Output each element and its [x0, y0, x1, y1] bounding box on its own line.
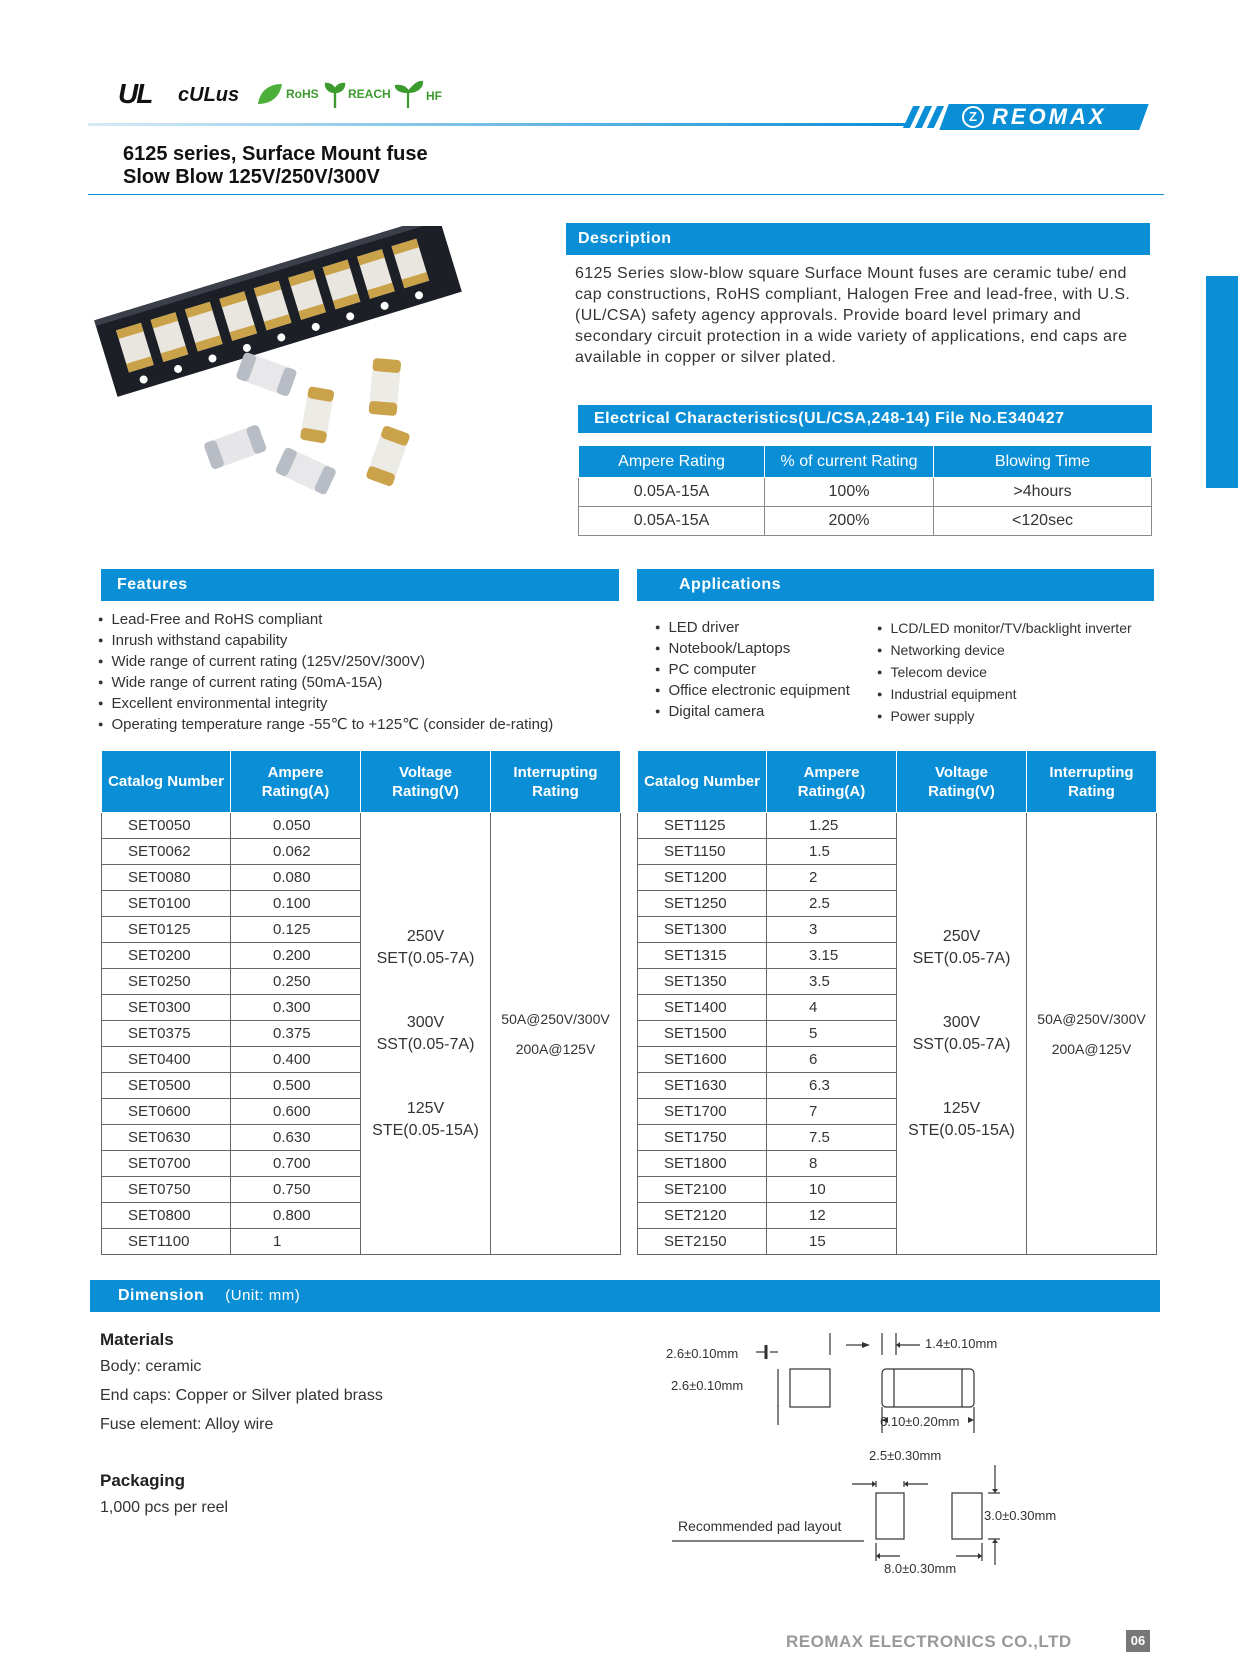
cell-time: <120sec: [934, 507, 1152, 536]
cell-catalog: SET1315: [638, 943, 767, 969]
spec-table-left: [101, 750, 621, 1255]
page-number: 06: [1126, 1630, 1150, 1652]
list-item: ● Notebook/Laptops: [655, 639, 875, 660]
dim-height-2: 2.6±0.10mm: [671, 1378, 744, 1393]
cell-ampere: 8: [767, 1151, 897, 1177]
col-interrupting: Interrupting Rating: [491, 751, 621, 813]
cell-catalog: SET0750: [102, 1177, 231, 1203]
cell-ampere: 6: [767, 1047, 897, 1073]
cell-interrupting-rating: [491, 813, 621, 1255]
dim-pad-width: 2.5±0.30mm: [869, 1448, 942, 1463]
dim-pad-span: 8.0±0.30mm: [884, 1561, 957, 1576]
cell-catalog: SET1250: [638, 891, 767, 917]
brand-mark-icon: Z: [962, 106, 984, 128]
cell-catalog: SET0600: [102, 1099, 231, 1125]
header-rule: [88, 123, 908, 126]
voltage-v125-code: STE(0.05-15A): [372, 1121, 479, 1139]
voltage-v125: 125V: [942, 1099, 981, 1117]
cell-ampere: 1: [231, 1229, 361, 1255]
material-caps: End caps: Copper or Silver plated brass: [100, 1387, 383, 1404]
product-photo: [88, 226, 468, 526]
cell-catalog: SET1300: [638, 917, 767, 943]
cell-catalog: SET0500: [102, 1073, 231, 1099]
dimension-heading: Dimension (Unit: mm): [90, 1280, 1160, 1312]
cell-time: >4hours: [934, 478, 1152, 507]
list-item: ● Industrial equipment: [877, 684, 1167, 706]
list-item: ● LED driver: [655, 618, 875, 639]
cell-catalog: SET1700: [638, 1099, 767, 1125]
table-row: [638, 813, 1157, 839]
cell-ampere: 4: [767, 995, 897, 1021]
voltage-v300-code: SST(0.05-7A): [912, 1035, 1011, 1053]
cell-ampere: 0.400: [231, 1047, 361, 1073]
cell-catalog: SET1630: [638, 1073, 767, 1099]
packaging-text: 1,000 pcs per reel: [100, 1499, 229, 1516]
page-title: [123, 143, 428, 189]
list-item: ● Excellent environmental integrity: [98, 694, 618, 715]
list-item: ● Wide range of current rating (125V/250V/300V): [98, 652, 618, 673]
cell-ampere: 0.750: [231, 1177, 361, 1203]
plant-icon: [324, 80, 346, 108]
cell-catalog: SET0400: [102, 1047, 231, 1073]
cell-catalog: SET1500: [638, 1021, 767, 1047]
cell-catalog: SET0062: [102, 839, 231, 865]
cell-ampere: 0.250: [231, 969, 361, 995]
col-voltage: Voltage Rating(V): [361, 751, 491, 813]
cell-ampere: 3: [767, 917, 897, 943]
title-line-2: Slow Blow 125V/250V/300V: [123, 166, 380, 188]
col-blowing-time: Blowing Time: [934, 446, 1152, 478]
list-item: ● Inrush withstand capability: [98, 631, 618, 652]
dim-height-1: 2.6±0.10mm: [666, 1346, 739, 1361]
cell-ampere: 1.25: [767, 813, 897, 839]
cell-catalog: SET1200: [638, 865, 767, 891]
voltage-v300: 300V: [406, 1013, 445, 1031]
cell-catalog: SET0100: [102, 891, 231, 917]
spec-table-right: [637, 750, 1157, 1255]
voltage-v125: 125V: [406, 1099, 445, 1117]
pad-layout-caption: Recommended pad layout: [678, 1518, 842, 1534]
electrical-heading: Electrical Characteristics(UL/CSA,248-14) File No.E340427: [578, 405, 1152, 433]
applications-list-2: [877, 618, 1167, 728]
cell-catalog: SET1125: [638, 813, 767, 839]
certification-logos: [118, 78, 458, 112]
cell-catalog: SET0125: [102, 917, 231, 943]
rohs-mark: RoHS: [286, 87, 319, 101]
description-text: 6125 Series slow-blow square Surface Mount fuses are ceramic tube/ end cap constructions, RoHS compliant, Halogen Free and lead-free, with U.S. (UL/CSA) safety agency approvals. Provide board level primary and secondary circuit protection in a wide variety of applications, end caps are available in copper or silver plated.: [575, 265, 1131, 366]
cell-catalog: SET1350: [638, 969, 767, 995]
cell-ampere: 0.05A-15A: [579, 507, 765, 536]
col-ampere: Ampere Rating(A): [231, 751, 361, 813]
sprout-icon: [394, 80, 424, 110]
cell-catalog: SET1150: [638, 839, 767, 865]
cell-ampere: 1.5: [767, 839, 897, 865]
col-ampere-rating: Ampere Rating: [579, 446, 765, 478]
hf-mark: HF: [426, 89, 442, 103]
brand-name: REOMAX: [992, 104, 1107, 129]
description-heading: Description: [566, 223, 1150, 255]
cell-ampere: 0.05A-15A: [579, 478, 765, 507]
cell-ampere: 7: [767, 1099, 897, 1125]
voltage-v250-code: SET(0.05-7A): [376, 949, 475, 967]
dim-length: 6.10±0.20mm: [880, 1414, 960, 1429]
cell-catalog: SET0300: [102, 995, 231, 1021]
leaf-icon: [256, 82, 284, 106]
voltage-v300: 300V: [942, 1013, 981, 1031]
table-row: [102, 813, 621, 839]
cell-ampere: 0.700: [231, 1151, 361, 1177]
list-item: ● Office electronic equipment: [655, 681, 875, 702]
table-row: [579, 478, 1152, 507]
list-item: ● Telecom device: [877, 662, 1167, 684]
cell-ampere: 15: [767, 1229, 897, 1255]
cell-ampere: 6.3: [767, 1073, 897, 1099]
cell-catalog: SET1400: [638, 995, 767, 1021]
voltage-v300-code: SST(0.05-7A): [376, 1035, 475, 1053]
cell-ampere: 7.5: [767, 1125, 897, 1151]
list-item: ● Operating temperature range -55℃ to +125℃ (consider de-rating): [98, 715, 618, 736]
cell-ampere: 3.5: [767, 969, 897, 995]
list-item: ● Digital camera: [655, 702, 875, 723]
cell-ampere: 12: [767, 1203, 897, 1229]
title-line-1: 6125 series, Surface Mount fuse: [123, 143, 428, 165]
dim-pad-height: 3.0±0.30mm: [984, 1508, 1057, 1523]
col-voltage: Voltage Rating(V): [897, 751, 1027, 813]
cell-ampere: 0.300: [231, 995, 361, 1021]
interrupting-line1: 50A@250V/300V: [1037, 1010, 1146, 1027]
list-item: ● Networking device: [877, 640, 1167, 662]
materials-heading: Materials: [100, 1330, 174, 1349]
electrical-table: [578, 445, 1152, 536]
cell-ampere: 2: [767, 865, 897, 891]
cell-catalog: SET2120: [638, 1203, 767, 1229]
cell-ampere: 0.630: [231, 1125, 361, 1151]
table-row: [579, 507, 1152, 536]
col-interrupting: Interrupting Rating: [1027, 751, 1157, 813]
material-element: Fuse element: Alloy wire: [100, 1416, 274, 1433]
cell-ampere: 0.200: [231, 943, 361, 969]
cell-catalog: SET1750: [638, 1125, 767, 1151]
voltage-v250: 250V: [406, 927, 445, 945]
features-heading: Features: [101, 569, 619, 601]
title-rule: [88, 194, 1164, 195]
side-tab: [1206, 276, 1238, 488]
features-list: [98, 610, 618, 736]
voltage-v125-code: STE(0.05-15A): [908, 1121, 1015, 1139]
cell-ampere: 0.800: [231, 1203, 361, 1229]
applications-list-1: [655, 618, 875, 723]
packaging-heading: Packaging: [100, 1471, 186, 1490]
list-item: ● Wide range of current rating (50mA-15A): [98, 673, 618, 694]
cell-interrupting-rating: [1027, 813, 1157, 1255]
cell-catalog: SET1800: [638, 1151, 767, 1177]
cell-catalog: SET0630: [102, 1125, 231, 1151]
cell-ampere: 2.5: [767, 891, 897, 917]
dimension-unit: (Unit: mm): [225, 1287, 301, 1304]
cell-catalog: SET0700: [102, 1151, 231, 1177]
material-body: Body: ceramic: [100, 1358, 202, 1375]
cell-catalog: SET0375: [102, 1021, 231, 1047]
cell-catalog: SET0080: [102, 865, 231, 891]
cell-catalog: SET0800: [102, 1203, 231, 1229]
interrupting-line2: 200A@125V: [515, 1040, 596, 1057]
cell-catalog: SET2150: [638, 1229, 767, 1255]
list-item: ● Lead-Free and RoHS compliant: [98, 610, 618, 631]
list-item: ● LCD/LED monitor/TV/backlight inverter: [877, 618, 1167, 640]
cell-catalog: SET2100: [638, 1177, 767, 1203]
applications-heading: Applications: [637, 569, 1154, 601]
list-item: ● PC computer: [655, 660, 875, 681]
col-current-rating: % of current Rating: [765, 446, 934, 478]
materials-block: [100, 1328, 520, 1522]
culus-mark: cULus: [178, 84, 240, 106]
list-item: ● Power supply: [877, 706, 1167, 728]
cell-percent: 200%: [765, 507, 934, 536]
voltage-v250-code: SET(0.05-7A): [912, 949, 1011, 967]
cell-catalog: SET1100: [102, 1229, 231, 1255]
ul-mark: UL: [118, 78, 152, 109]
cell-ampere: 0.080: [231, 865, 361, 891]
cell-ampere: 0.600: [231, 1099, 361, 1125]
cell-ampere: 0.062: [231, 839, 361, 865]
col-catalog: Catalog Number: [102, 751, 231, 813]
reach-mark: REACH: [348, 87, 391, 101]
cell-ampere: 0.100: [231, 891, 361, 917]
cell-ampere: 0.125: [231, 917, 361, 943]
cell-ampere: 0.375: [231, 1021, 361, 1047]
dim-cap: 1.4±0.10mm: [925, 1336, 998, 1351]
footer-company: REOMAX ELECTRONICS CO.,LTD: [786, 1632, 1072, 1651]
cell-ampere: 0.050: [231, 813, 361, 839]
cell-catalog: SET0200: [102, 943, 231, 969]
voltage-v250: 250V: [942, 927, 981, 945]
cell-ampere: 10: [767, 1177, 897, 1203]
cell-ampere: 0.500: [231, 1073, 361, 1099]
cell-voltage-rating: [361, 813, 491, 1255]
cell-ampere: 3.15: [767, 943, 897, 969]
interrupting-line1: 50A@250V/300V: [501, 1010, 610, 1027]
dimension-drawing: [660, 1325, 1000, 1587]
col-catalog: Catalog Number: [638, 751, 767, 813]
cell-catalog: SET0050: [102, 813, 231, 839]
interrupting-line2: 200A@125V: [1051, 1040, 1132, 1057]
cell-voltage-rating: [897, 813, 1027, 1255]
cell-ampere: 5: [767, 1021, 897, 1047]
cell-catalog: SET1600: [638, 1047, 767, 1073]
col-ampere: Ampere Rating(A): [767, 751, 897, 813]
cell-percent: 100%: [765, 478, 934, 507]
cell-catalog: SET0250: [102, 969, 231, 995]
